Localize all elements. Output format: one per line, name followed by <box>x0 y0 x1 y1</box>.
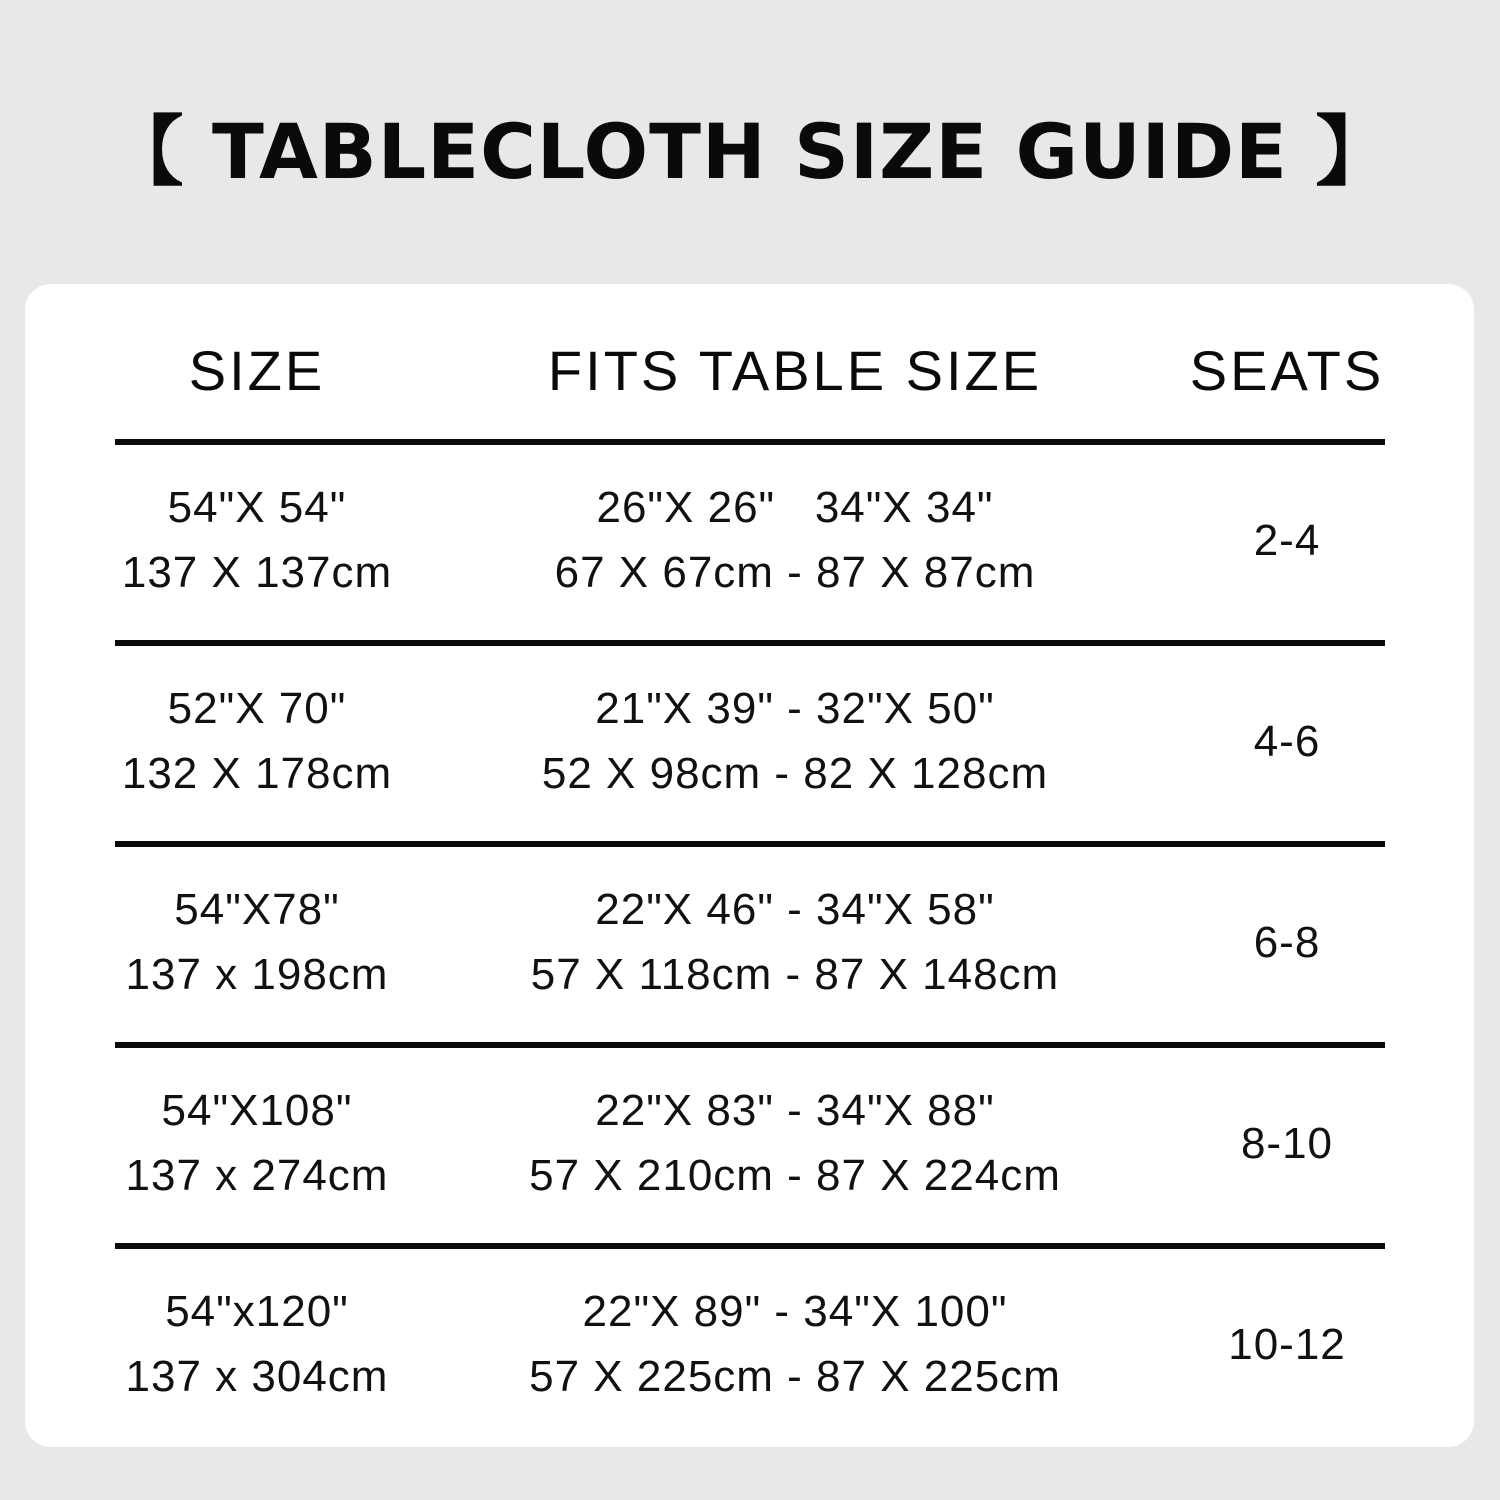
fits-cm: 57 X 118cm - 87 X 148cm <box>530 950 1060 999</box>
header-fits-table-size: FITS TABLE SIZE <box>547 339 1043 402</box>
seats-cell: 6-8 <box>1253 918 1321 967</box>
fits-cell <box>495 475 1095 605</box>
seats-cell: 8-10 <box>1240 1119 1334 1168</box>
table-row <box>25 1048 1474 1248</box>
size-cell <box>117 676 397 806</box>
size-cell <box>117 877 397 1007</box>
header-seats: SEATS <box>1189 339 1385 402</box>
fits-cm: 67 X 67cm - 87 X 87cm <box>554 548 1036 597</box>
size-cm: 132 X 178cm <box>121 749 393 798</box>
table-row <box>25 646 1474 846</box>
size-cell <box>117 475 397 605</box>
size-inches: 54"X78" <box>174 885 340 934</box>
size-guide-card <box>25 284 1474 1447</box>
size-cm: 137 x 198cm <box>125 950 389 999</box>
page-title: 【 TABLECLOTH SIZE GUIDE 】 <box>107 107 1393 196</box>
fits-inches: 22"X 89" - 34"X 100" <box>582 1287 1008 1336</box>
size-inches: 54"X 54" <box>167 483 347 532</box>
fits-inches: 26"X 26" 34"X 34" <box>596 483 994 532</box>
size-cm: 137 x 304cm <box>125 1352 389 1401</box>
size-cell <box>117 1078 397 1208</box>
size-cm: 137 X 137cm <box>121 548 393 597</box>
table-row <box>25 445 1474 645</box>
fits-cm: 57 X 210cm - 87 X 224cm <box>529 1151 1061 1200</box>
seats-cell: 4-6 <box>1253 717 1321 766</box>
size-cm: 137 x 274cm <box>125 1151 389 1200</box>
size-inches: 54"X108" <box>161 1086 353 1135</box>
seats-cell: 10-12 <box>1228 1320 1346 1369</box>
fits-cell <box>495 877 1095 1007</box>
seats-cell: 2-4 <box>1253 516 1321 565</box>
fits-inches: 21"X 39" - 32"X 50" <box>595 684 995 733</box>
header-size: SIZE <box>188 339 326 402</box>
fits-inches: 22"X 46" - 34"X 58" <box>595 885 995 934</box>
fits-inches: 22"X 83" - 34"X 88" <box>595 1086 995 1135</box>
fits-cell <box>495 1078 1095 1208</box>
size-inches: 54"x120" <box>165 1287 349 1336</box>
fits-cell <box>495 1279 1095 1409</box>
fits-cell <box>495 676 1095 806</box>
table-row <box>25 847 1474 1047</box>
size-cell <box>117 1279 397 1409</box>
table-row <box>25 1249 1474 1449</box>
fits-cm: 57 X 225cm - 87 X 225cm <box>529 1352 1061 1401</box>
fits-cm: 52 X 98cm - 82 X 128cm <box>541 749 1049 798</box>
size-inches: 52"X 70" <box>167 684 347 733</box>
